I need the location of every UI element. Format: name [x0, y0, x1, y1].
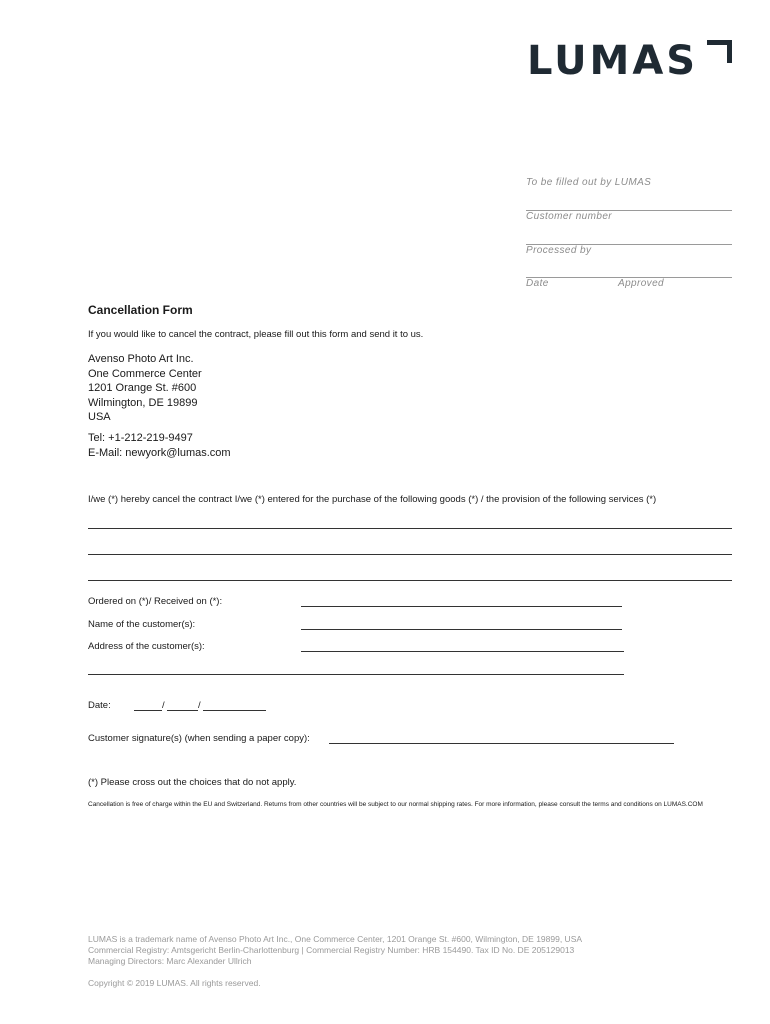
- ordered-field[interactable]: [301, 606, 622, 607]
- footer-trademark: LUMAS is a trademark name of Avenso Photo Art Inc., One Commerce Center, 1201 Orange St. #600, Wilmington, DE 19899, USA: [88, 934, 583, 944]
- address-line: Avenso Photo Art Inc.: [88, 353, 194, 365]
- address-label: Address of the customer(s):: [88, 641, 205, 652]
- date-label: Date:: [88, 700, 111, 711]
- date-separator-1: /: [162, 700, 165, 711]
- cancel-statement: I/we (*) hereby cancel the contract I/we (*) entered for the purchase of the following goods (*) / the provision of the following services (*): [88, 494, 657, 505]
- company-contact: [88, 431, 231, 460]
- footer-registry: Commercial Registry: Amtsgericht Berlin-Charlottenburg | Commercial Registry Number: HRB 154490. Tax ID No. DE 205129013: [88, 945, 575, 955]
- email: E-Mail: newyork@lumas.com: [88, 446, 231, 459]
- ordered-label: Ordered on (*)/ Received on (*):: [88, 596, 223, 607]
- date-month-field[interactable]: [167, 710, 198, 711]
- date-year-field[interactable]: [203, 710, 266, 711]
- address-field-1[interactable]: [301, 651, 624, 652]
- lumas-logo: LUMAS: [527, 38, 699, 84]
- date-day-field[interactable]: [134, 710, 162, 711]
- form-title: Cancellation Form: [88, 303, 193, 317]
- address-line: USA: [88, 411, 111, 423]
- footer-copyright: Copyright © 2019 LUMAS. All rights reserved.: [88, 978, 261, 988]
- form-intro: If you would like to cancel the contract, please fill out this form and send it to us.: [88, 329, 424, 340]
- goods-line-3[interactable]: [88, 580, 732, 581]
- address-field-2[interactable]: [88, 674, 624, 675]
- name-label: Name of the customer(s):: [88, 619, 196, 630]
- address-line: 1201 Orange St. #600: [88, 382, 197, 394]
- footer-directors: Managing Directors: Marc Alexander Ullrich: [88, 956, 252, 966]
- telephone: Tel: +1-212-219-9497: [88, 432, 193, 444]
- approved-label: Approved: [618, 278, 665, 289]
- fine-print: Cancellation is free of charge within the EU and Switzerland. Returns from other countries will be subject to our normal shipping rates. For more information, please consult the terms and conditions on LUMAS.COM: [88, 801, 703, 808]
- choices-note: (*) Please cross out the choices that do not apply.: [88, 777, 297, 788]
- date-separator-2: /: [198, 700, 201, 711]
- date-office-label: Date: [526, 278, 549, 289]
- company-address: [88, 352, 202, 425]
- signature-field[interactable]: [329, 743, 674, 744]
- address-line: Wilmington, DE 19899: [88, 396, 198, 409]
- logo-bracket-icon: [707, 40, 732, 63]
- name-field[interactable]: [301, 629, 622, 630]
- address-line: One Commerce Center: [88, 367, 202, 380]
- processed-by-label: Processed by: [526, 245, 592, 256]
- customer-number-label: Customer number: [526, 211, 613, 222]
- signature-label: Customer signature(s) (when sending a paper copy):: [88, 733, 310, 744]
- office-use-heading: To be filled out by LUMAS: [526, 177, 652, 188]
- goods-line-1[interactable]: [88, 528, 732, 529]
- goods-line-2[interactable]: [88, 554, 732, 555]
